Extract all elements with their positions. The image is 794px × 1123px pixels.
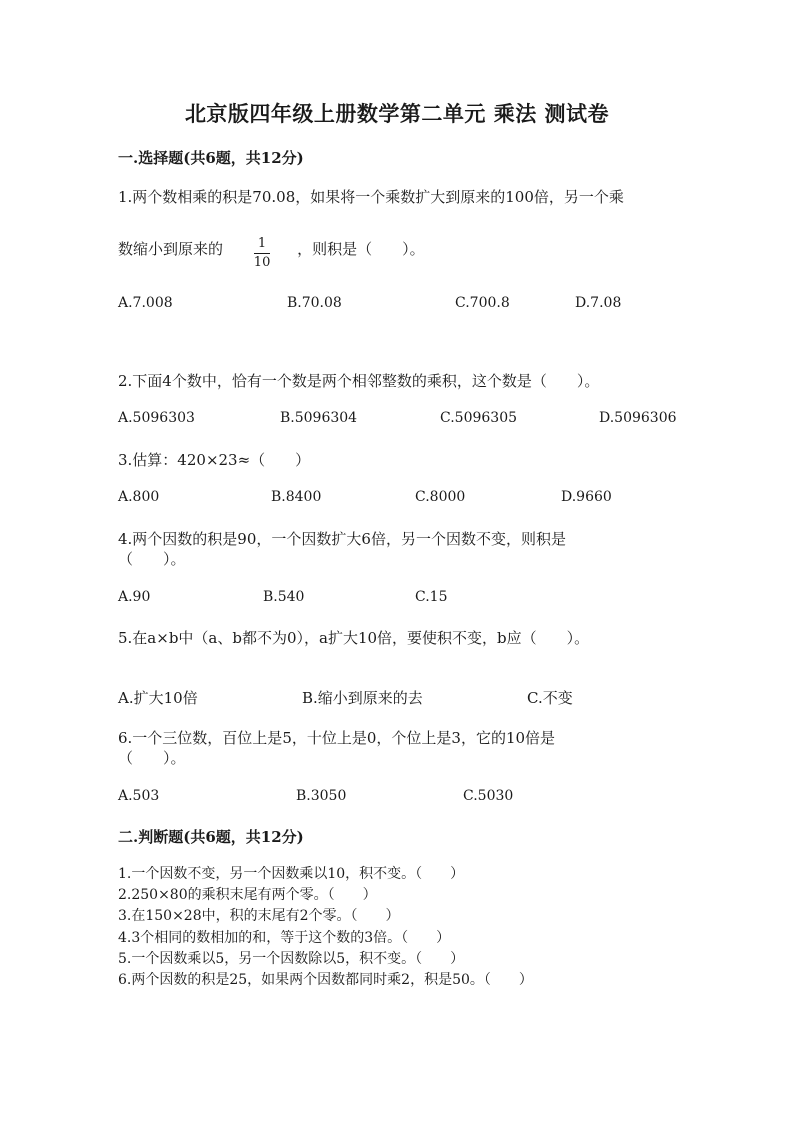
q6-option-c[interactable]: C.5030 [463, 788, 514, 804]
q1-option-d[interactable]: D.7.08 [575, 295, 622, 311]
fraction-numerator: 1 [257, 236, 267, 251]
question-1-line-2 [118, 236, 425, 271]
question-5: 5.在a×b中（a、b都不为0），a扩大10倍，要使积不变，b应（ ）。 [118, 629, 590, 647]
q2-option-c[interactable]: C.5096305 [440, 410, 518, 426]
question-1-line-1: 1.两个数相乘的积是70.08，如果将一个乘数扩大到原来的100倍，另一个乘 [118, 188, 624, 206]
question-3: 3.估算：420×23≈（ ） [118, 451, 311, 469]
judgement-item-3: 3.在150×28中，积的末尾有2个零。（ ） [118, 908, 400, 925]
judgement-item-6: 6.两个因数的积是25，如果两个因数都同时乘2，积是50。（ ） [118, 972, 533, 989]
question-4-line-2: （ ）。 [118, 550, 186, 568]
q2-option-d[interactable]: D.5096306 [599, 410, 677, 426]
judgement-item-5: 5.一个因数乘以5，另一个因数除以5，积不变。（ ） [118, 950, 465, 967]
q3-option-a[interactable]: A.800 [118, 489, 160, 505]
q2-option-a[interactable]: A.5096303 [118, 410, 195, 426]
judgement-item-1: 1.一个因数不变，另一个因数乘以10，积不变。（ ） [118, 866, 465, 882]
q3-option-c[interactable]: C.8000 [415, 489, 466, 505]
q4-option-c[interactable]: C.15 [415, 589, 448, 605]
judgement-item-2: 2.250×80的乘积末尾有两个零。（ ） [118, 887, 377, 904]
question-1-text-after-fraction: ，则积是（ ）。 [297, 240, 425, 258]
fraction-one-tenth [254, 236, 271, 271]
q1-option-c[interactable]: C.700.8 [455, 295, 510, 311]
q2-option-b[interactable]: B.5096304 [280, 410, 358, 426]
q5-option-a[interactable]: A.扩大10倍 [118, 689, 198, 707]
q6-option-b[interactable]: B.3050 [296, 788, 347, 804]
question-6-line-2: （ ）。 [118, 749, 186, 767]
q4-option-a[interactable]: A.90 [118, 589, 151, 605]
fraction-bar [254, 253, 271, 254]
question-6-line-1: 6.一个三位数，百位上是5，十位上是0，个位上是3，它的10倍是 [118, 729, 556, 747]
q5-option-b[interactable]: B.缩小到原来的去 [302, 689, 423, 707]
q1-option-a[interactable]: A.7.008 [118, 295, 173, 311]
section-heading-judgement: 二.判断题(共6题，共12分) [118, 828, 304, 846]
section-heading-choice: 一.选择题(共6题，共12分) [118, 149, 304, 167]
q4-option-b[interactable]: B.540 [263, 589, 305, 605]
q3-option-d[interactable]: D.9660 [561, 489, 612, 505]
q5-option-c[interactable]: C.不变 [527, 689, 573, 707]
judgement-list [118, 864, 533, 991]
fraction-denominator: 10 [253, 255, 271, 270]
q3-option-b[interactable]: B.8400 [271, 489, 322, 505]
question-4-line-1: 4.两个因数的积是90，一个因数扩大6倍，另一个因数不变，则积是 [118, 530, 566, 548]
q1-option-b[interactable]: B.70.08 [287, 295, 342, 311]
page-title: 北京版四年级上册数学第二单元 乘法 测试卷 [184, 101, 610, 126]
q6-option-a[interactable]: A.503 [118, 788, 160, 804]
judgement-item-4: 4.3个相同的数相加的和，等于这个数的3倍。（ ） [118, 929, 451, 946]
question-1-text-before-fraction: 数缩小到原来的 [118, 240, 224, 258]
question-2: 2.下面4个数中，恰有一个数是两个相邻整数的乘积，这个数是（ ）。 [118, 372, 600, 390]
